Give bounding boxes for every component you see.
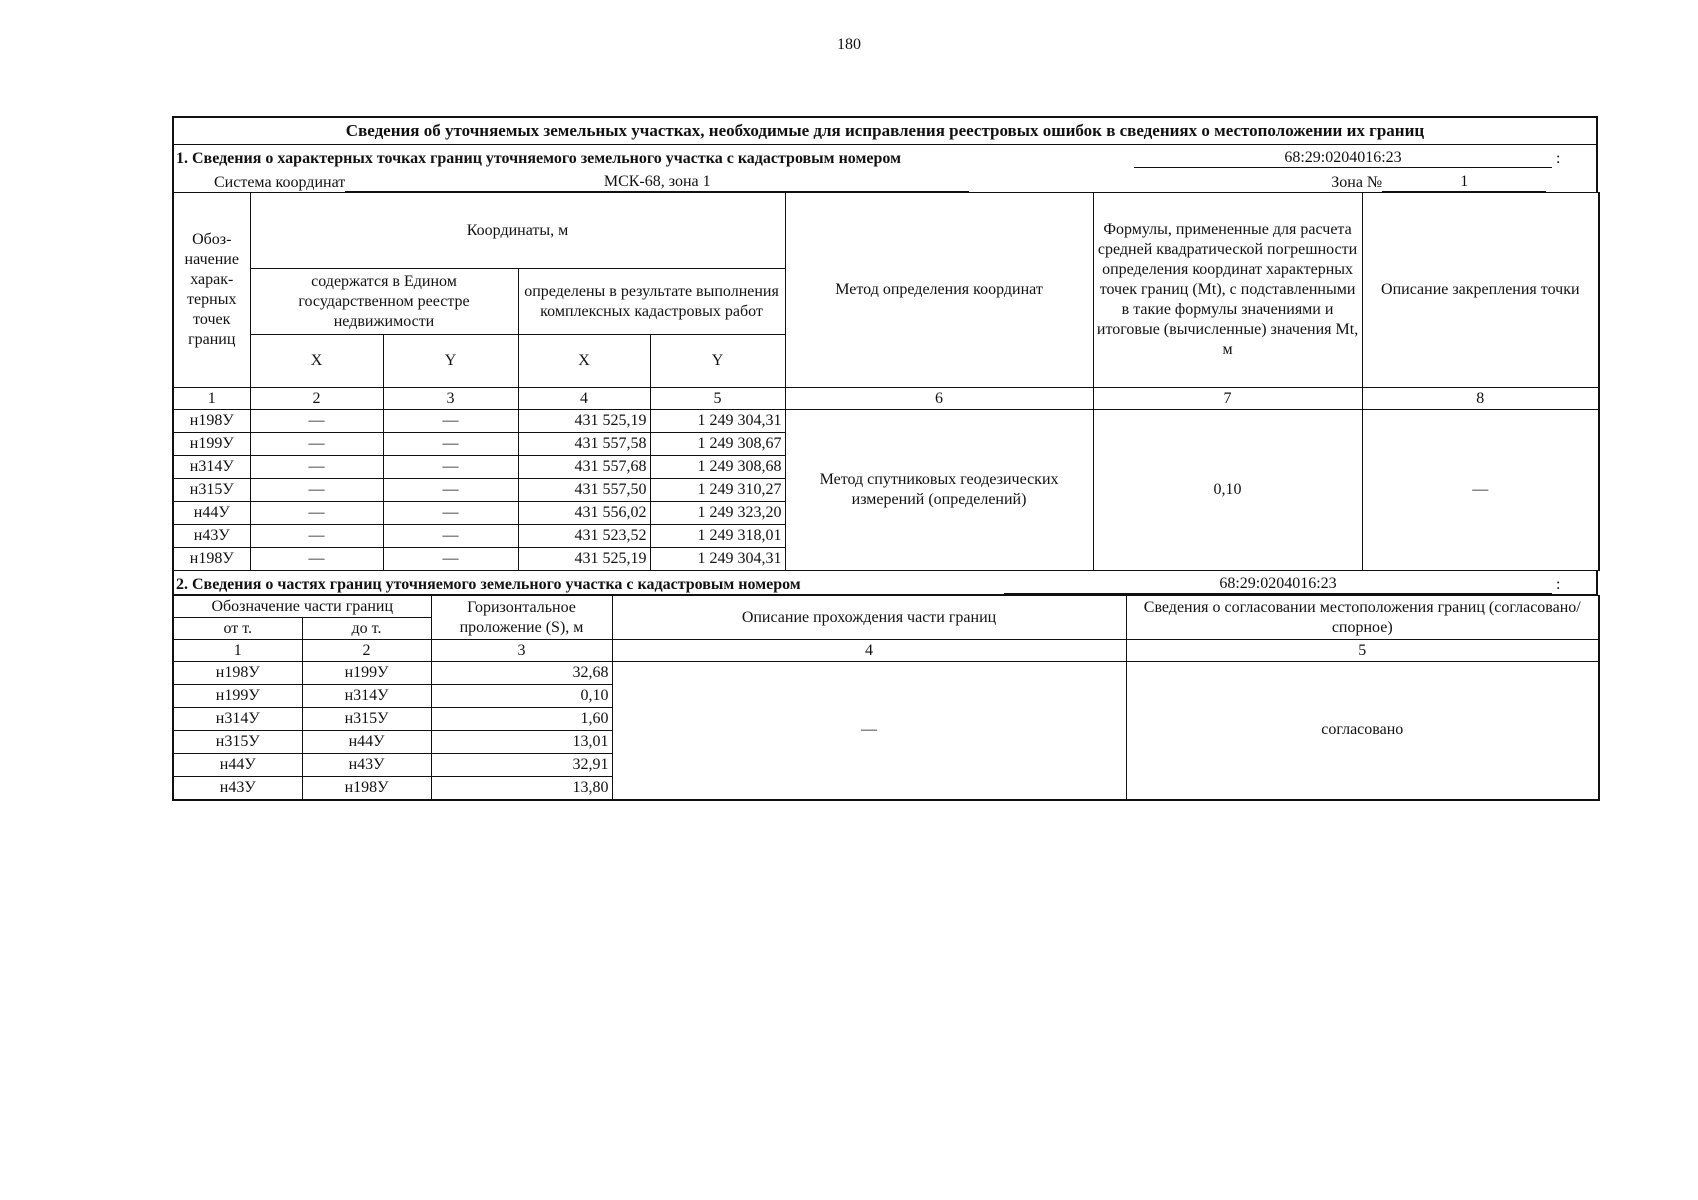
header-y-determined: Y xyxy=(650,335,785,388)
to-point: н43У xyxy=(302,754,431,777)
col-number: 4 xyxy=(612,640,1126,662)
section2-colon: : xyxy=(1556,576,1561,593)
y-egrn: — xyxy=(383,410,518,433)
to-point: н315У xyxy=(302,708,431,731)
header-y-egrn: Y xyxy=(383,335,518,388)
col-number: 3 xyxy=(431,640,612,662)
coord-system-value: МСК-68, зона 1 xyxy=(345,173,969,192)
point-designation: н199У xyxy=(173,433,250,456)
horizontal-distance: 1,60 xyxy=(431,708,612,731)
boundary-parts-table xyxy=(172,595,1600,801)
point-designation: н314У xyxy=(173,456,250,479)
x-value: 431 525,19 xyxy=(518,410,650,433)
zone-label: Зона № xyxy=(1331,174,1383,191)
header-x-egrn: X xyxy=(250,335,383,388)
form-title: Сведения об уточняемых земельных участках, необходимые для исправления реестровых ошибок в сведениях о местоположении их границ xyxy=(345,121,1425,140)
coord-system-label: Система координат xyxy=(214,174,346,191)
x-egrn: — xyxy=(250,410,383,433)
section2-cadastral-number: 68:29:0204016:23 xyxy=(1004,575,1552,594)
form-title-block xyxy=(172,116,1598,144)
col-number: 2 xyxy=(302,640,431,662)
header-coords: Координаты, м xyxy=(250,193,785,269)
y-value: 1 249 323,20 xyxy=(650,502,785,525)
col-number: 8 xyxy=(1362,388,1599,410)
header-horizontal: Горизонтальное проложение (S), м xyxy=(431,596,612,640)
y-egrn: — xyxy=(383,502,518,525)
from-point: н44У xyxy=(173,754,302,777)
table-row xyxy=(173,410,1599,433)
col-number: 5 xyxy=(1126,640,1599,662)
x-value: 431 557,50 xyxy=(518,479,650,502)
from-point: н43У xyxy=(173,777,302,800)
header-x-determined: X xyxy=(518,335,650,388)
from-point: н199У xyxy=(173,685,302,708)
y-egrn: — xyxy=(383,479,518,502)
x-value: 431 557,68 xyxy=(518,456,650,479)
y-value: 1 249 318,01 xyxy=(650,525,785,548)
horizontal-distance: 32,91 xyxy=(431,754,612,777)
horizontal-distance: 13,01 xyxy=(431,731,612,754)
section2-heading-line xyxy=(174,571,1596,594)
point-designation: н315У xyxy=(173,479,250,502)
document-form xyxy=(172,116,1598,801)
table-row xyxy=(173,662,1599,685)
col-number: 1 xyxy=(173,388,250,410)
col-number: 6 xyxy=(785,388,1093,410)
point-designation: н44У xyxy=(173,502,250,525)
points-table xyxy=(172,192,1600,571)
agreement-value: согласовано xyxy=(1126,662,1599,800)
header-part-designation: Обозначение части границ xyxy=(173,596,431,618)
section1-header xyxy=(172,144,1598,192)
header-description: Описание прохождения части границ xyxy=(612,596,1126,640)
method-value: Метод спутниковых геодезических измерений (определений) xyxy=(785,410,1093,571)
col-number: 5 xyxy=(650,388,785,410)
section1-heading-line xyxy=(174,145,1596,168)
horizontal-distance: 32,68 xyxy=(431,662,612,685)
y-value: 1 249 308,68 xyxy=(650,456,785,479)
horizontal-distance: 0,10 xyxy=(431,685,612,708)
section2-heading: 2. Сведения о частях границ уточняемого земельного участка с кадастровым номером xyxy=(176,576,801,593)
x-value: 431 557,58 xyxy=(518,433,650,456)
col-number: 3 xyxy=(383,388,518,410)
from-point: н315У xyxy=(173,731,302,754)
x-egrn: — xyxy=(250,525,383,548)
point-designation: н198У xyxy=(173,548,250,571)
y-value: 1 249 308,67 xyxy=(650,433,785,456)
zone-value: 1 xyxy=(1382,173,1546,192)
coord-system-line xyxy=(174,168,1596,192)
header-agreement: Сведения о согласовании местоположения границ (согласовано/спорное) xyxy=(1126,596,1599,640)
to-point: н44У xyxy=(302,731,431,754)
x-egrn: — xyxy=(250,456,383,479)
from-point: н198У xyxy=(173,662,302,685)
header-method: Метод определения координат xyxy=(785,193,1093,388)
col-number: 1 xyxy=(173,640,302,662)
header-from: от т. xyxy=(173,618,302,640)
x-egrn: — xyxy=(250,502,383,525)
from-point: н314У xyxy=(173,708,302,731)
x-value: 431 523,52 xyxy=(518,525,650,548)
x-value: 431 525,19 xyxy=(518,548,650,571)
section1-colon: : xyxy=(1556,150,1561,167)
to-point: н198У xyxy=(302,777,431,800)
to-point: н199У xyxy=(302,662,431,685)
header-fixing: Описание закрепления точки xyxy=(1362,193,1599,388)
y-egrn: — xyxy=(383,433,518,456)
x-egrn: — xyxy=(250,479,383,502)
horizontal-distance: 13,80 xyxy=(431,777,612,800)
section2-header xyxy=(172,571,1598,595)
y-egrn: — xyxy=(383,525,518,548)
col-number: 2 xyxy=(250,388,383,410)
point-designation: н198У xyxy=(173,410,250,433)
y-value: 1 249 310,27 xyxy=(650,479,785,502)
y-egrn: — xyxy=(383,548,518,571)
header-formulas: Формулы, примененные для расчета средней квадратической погрешности определения координат характерных точек границ (Mt), с подставленными в такие формулы значениями и итоговые (вычисленные) значения Mt, м xyxy=(1093,193,1362,388)
description-value: — xyxy=(612,662,1126,800)
col-number: 4 xyxy=(518,388,650,410)
header-determined: определены в результате выполнения комплексных кадастровых работ xyxy=(518,269,785,335)
y-value: 1 249 304,31 xyxy=(650,410,785,433)
header-designation: Обоз-начение харак-терных точек границ xyxy=(173,193,250,388)
y-egrn: — xyxy=(383,456,518,479)
mt-value: 0,10 xyxy=(1093,410,1362,571)
x-egrn: — xyxy=(250,433,383,456)
fixing-value: — xyxy=(1362,410,1599,571)
column-numbers-row xyxy=(173,640,1599,662)
section1-heading: 1. Сведения о характерных точках границ уточняемого земельного участка с кадастровым номером xyxy=(176,150,901,167)
header-to: до т. xyxy=(302,618,431,640)
column-numbers-row xyxy=(173,388,1599,410)
y-value: 1 249 304,31 xyxy=(650,548,785,571)
to-point: н314У xyxy=(302,685,431,708)
header-egrn: содержатся в Едином государственном реестре недвижимости xyxy=(250,269,518,335)
x-egrn: — xyxy=(250,548,383,571)
col-number: 7 xyxy=(1093,388,1362,410)
x-value: 431 556,02 xyxy=(518,502,650,525)
page-number: 180 xyxy=(837,36,861,53)
point-designation: н43У xyxy=(173,525,250,548)
section1-cadastral-number: 68:29:0204016:23 xyxy=(1134,149,1552,168)
